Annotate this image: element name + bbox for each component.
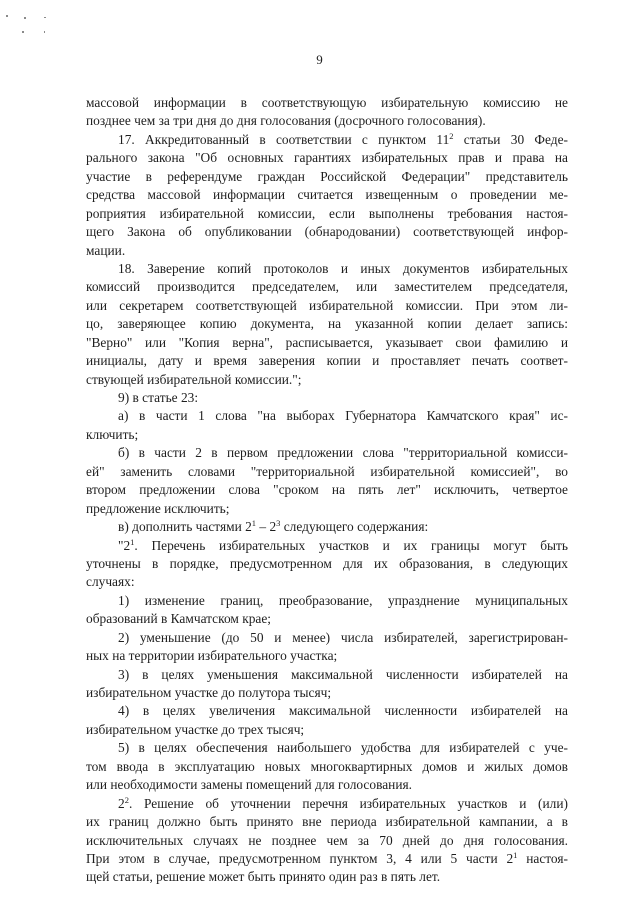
text-line: 9) в статье 23: xyxy=(118,390,199,405)
text-line: ных на территории избирательного участка; xyxy=(86,648,338,664)
text-line: ключить; xyxy=(86,426,139,442)
text-line: средства массовой информации считается извещенным о проведении ме- xyxy=(86,187,568,203)
text-line: избирательном участке до полутора тысяч; xyxy=(86,685,332,700)
text-line: случаях: xyxy=(86,574,135,590)
text-line: том ввода в эксплуатацию новых многоквартирных домов и жилых домов xyxy=(86,758,568,774)
text-line: комиссий производится председателем, или заместителем председателя, xyxy=(86,279,568,295)
text-line: избирательном участке до трех тысяч; xyxy=(86,721,305,737)
text-line: предложение исключить; xyxy=(86,500,230,516)
scan-artifact xyxy=(24,17,26,19)
text-line: ствующей избирательной комиссии."; xyxy=(86,371,302,387)
text-line: цо, заверяющее копию документа, на указанной копии делает запись: xyxy=(86,316,568,332)
text-line: втором предложении слова "сроком на пять лет" исключить, четвертое xyxy=(86,482,568,498)
text-line: 1) изменение границ, преобразование, упразднение муниципальных xyxy=(118,592,568,608)
text-line: 3) в целях уменьшения максимальной численности избирателей на xyxy=(118,666,568,682)
text-line: 17. Аккредитованный в соответствии с пунктом $11^2$ статьи 30 Феде- xyxy=(118,130,568,147)
text-line: 5) в целях обеспечения наибольшего удобства для избирателей с уче- xyxy=(118,740,568,756)
text-line: "Верно" или "Копия верна", расписывается, указывает свои фамилию и xyxy=(86,334,568,350)
document-body xyxy=(86,94,568,887)
text-line: щего Закона об опубликовании (обнародовании) соответствующей инфор- xyxy=(86,224,568,240)
text-line: ей" заменить словами "территориальной избирательной комиссией", во xyxy=(86,463,568,479)
text-line: их границ должно быть принято вне периода избирательной кампании, а в xyxy=(86,814,568,830)
page-number: 9 xyxy=(316,52,323,67)
text-line: роприятия избирательной комиссии, если выполнены требования настоя- xyxy=(86,205,568,221)
text-line: или необходимости замены помещений для голосования. xyxy=(86,777,412,793)
scan-artifact xyxy=(44,17,46,18)
text-line: участие в референдуме граждан Российской Федерации" представитель xyxy=(86,168,568,184)
text-line: образований в Камчатском крае; xyxy=(86,611,272,627)
text-line: щей статьи, решение может быть принято один раз в пять лет. xyxy=(86,869,441,885)
scan-artifact xyxy=(22,31,24,33)
text-line: рального закона "Об основных гарантиях избирательных прав и права на xyxy=(86,150,568,166)
scan-artifact xyxy=(44,31,45,33)
text-line: уточнены в порядке, предусмотренном для их образования, в следующих xyxy=(86,555,568,571)
text-line: в) дополнить частями $2^1 - 2^3$ следующего содержания: xyxy=(118,518,429,535)
text-line: б) в части 2 в первом предложении слова "территориальной комисси- xyxy=(118,445,568,461)
text-line: При этом в случае, предусмотренном пунктом 3, 4 или 5 части $2^1$ настоя- xyxy=(86,849,568,866)
scan-artifact xyxy=(6,15,8,17)
text-line: позднее чем за три дня до дня голосования (досрочного голосования). xyxy=(86,113,486,129)
text-line: 18. Заверение копий протоколов и иных документов избирательных xyxy=(118,260,568,276)
text-line: $2^2$. Решение об уточнении перечня избирательных участков и (или) xyxy=(118,794,568,811)
text-line: или секретарем соответствующей избирательной комиссии. При этом ли- xyxy=(86,297,568,313)
text-line: массовой информации в соответствующую избирательную комиссию не xyxy=(86,95,568,110)
text-line: а) в части 1 слова "на выборах Губернатора Камчатского края" ис- xyxy=(118,408,568,424)
text-line: 2) уменьшение (до 50 и менее) числа избирателей, зарегистрирован- xyxy=(118,629,568,645)
text-line: 4) в целях увеличения максимальной численности избирателей на xyxy=(118,703,568,719)
text-line: инициалы, дату и время заверения копии и проставляет печать соответ- xyxy=(86,353,568,369)
text-line: исключительных случаях не позднее чем за 70 дней до дня голосования. xyxy=(86,832,568,848)
text-line: "$2^1$. Перечень избирательных участков и их границы могут быть xyxy=(118,536,568,553)
text-line: мации. xyxy=(86,242,126,258)
